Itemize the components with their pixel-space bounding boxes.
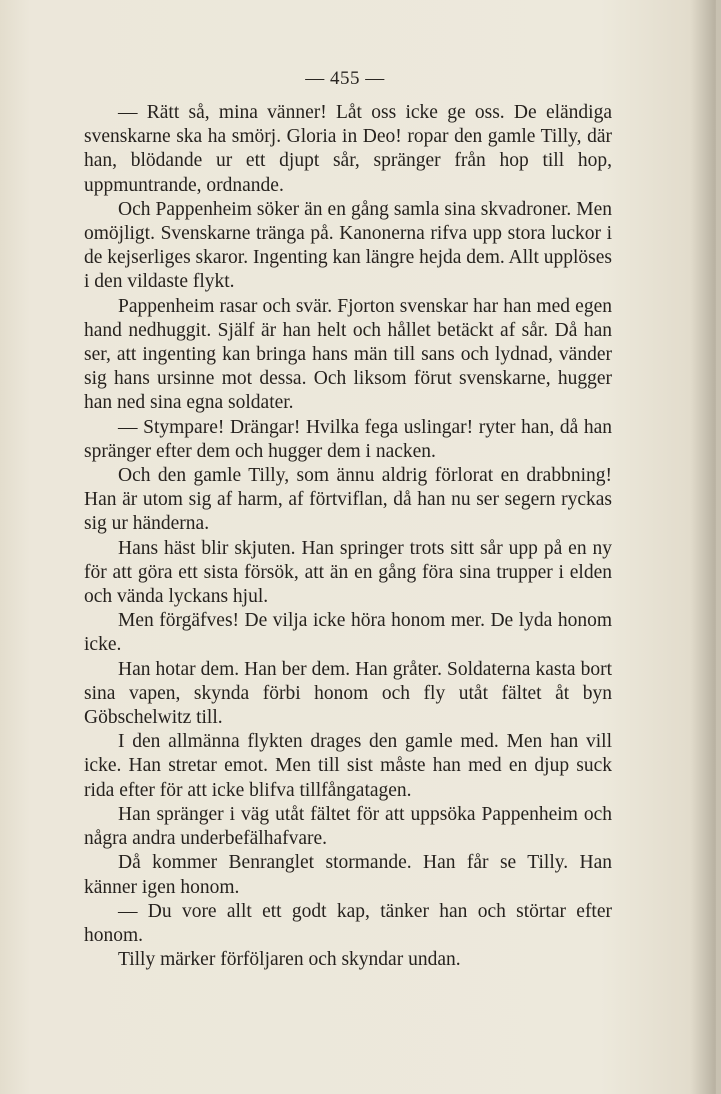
paragraph: Han hotar dem. Han ber dem. Han gråter. Soldaterna kasta bort sina vapen, skynda förbi honom och fly utåt fältet åt byn Göbschelwitz till.	[84, 658, 612, 729]
paragraph: Hans häst blir skjuten. Han springer trots sitt sår upp på en ny för att göra ett sista försök, att än en gång föra sina trupper i elden och vända lyckans hjul.	[84, 537, 612, 608]
paragraph: — Stympare! Drängar! Hvilka fega uslingar! ryter han, då han spränger efter dem och hugger dem i nacken.	[84, 416, 612, 462]
paragraph: Han spränger i väg utåt fältet för att uppsöka Pappenheim och några andra underbefälhafvare.	[84, 803, 612, 850]
paragraph: Men förgäfves! De vilja icke höra honom mer. De lyda honom icke.	[84, 610, 612, 656]
paragraph: Och Pappenheim söker än en gång samla sina skvadroner. Men omöjligt. Svenskarne tränga på. Kanonerna rifva upp stora luckor i de kejserliges skaror. Ingenting kan längre hejda dem. Allt upplöses i den vildaste flykt.	[84, 198, 612, 293]
page-number: — 455 —	[305, 68, 385, 89]
page-edge	[716, 0, 721, 1094]
paragraph: Och den gamle Tilly, som ännu aldrig förlorat en drabbning! Han är utom sig af harm, af förtviflan, då han nu ser segern ryckas sig ur händerna.	[84, 465, 612, 535]
paragraph: Då kommer Benranglet stormande. Han får se Tilly. Han känner igen honom.	[84, 852, 612, 898]
paragraph: — Rätt så, mina vänner! Låt oss icke ge oss. De eländiga svenskarne ska ha smörj. Gloria in Deo! ropar den gamle Tilly, där han, blödande ur ett djupt sår, spränger från hop till hop, uppmuntrande, ordnande.	[84, 102, 612, 196]
paragraph: I den allmänna flykten drages den gamle med. Men han vill icke. Han stretar emot. Men till sist måste han med en djup suck rida efter för att icke blifva tillfångatagen.	[84, 731, 612, 801]
paragraph: Pappenheim rasar och svär. Fjorton svenskar har han med egen hand nedhuggit. Själf är han helt och hållet betäckt af sår. Då han ser, att ingenting kan bringa hans män till sans och lydnad, vänder sig hans ursinne mot dessa. Och liksom förut svenskarne, hugger han ned sina egna soldater.	[84, 295, 612, 414]
page-text	[84, 101, 612, 972]
paragraph: Tilly märker förföljaren och skyndar undan.	[118, 949, 461, 971]
paragraph: — Du vore allt ett godt kap, tänker han och störtar efter honom.	[84, 900, 612, 946]
